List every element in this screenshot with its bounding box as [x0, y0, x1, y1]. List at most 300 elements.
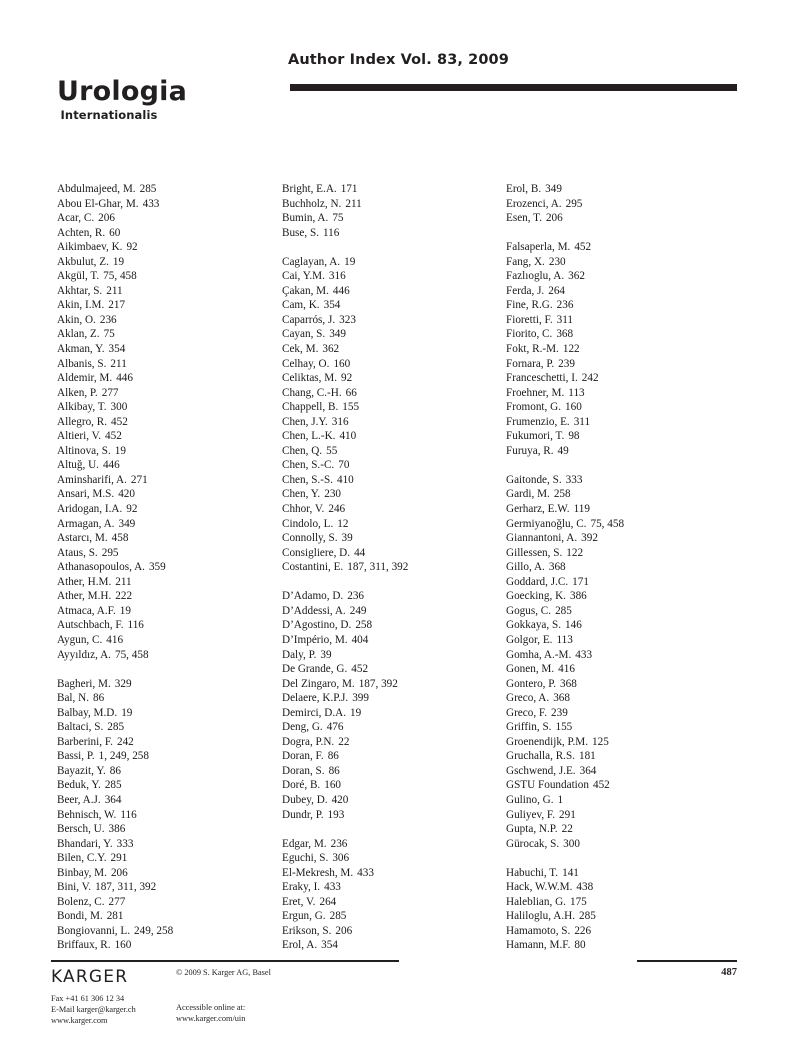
index-entry — [506, 182, 741, 197]
index-entry-name: Edgar, M. — [282, 837, 327, 850]
index-entry — [57, 880, 272, 895]
index-entry-pages: 206 — [110, 866, 128, 879]
index-entry-name: Allegro, R. — [57, 415, 108, 428]
title-rule-divider — [290, 84, 737, 91]
index-entry — [282, 691, 497, 706]
index-letter-gap — [282, 240, 497, 255]
index-entry-pages: 70 — [338, 459, 350, 472]
index-entry — [282, 197, 497, 212]
index-entry — [57, 371, 272, 386]
publisher-logo: KARGER — [51, 967, 129, 987]
index-entry — [506, 313, 741, 328]
index-entry-name: Eguchi, S. — [282, 852, 329, 865]
index-entry-pages: 19 — [350, 706, 362, 719]
index-entry-pages: 246 — [328, 503, 346, 516]
index-entry-pages: 438 — [576, 881, 594, 894]
index-entry-pages: 19 — [112, 255, 125, 268]
index-entry-pages: 39 — [341, 532, 353, 545]
index-entry-name: Bumin, A. — [282, 212, 329, 225]
index-entry-name: Altinova, S. — [57, 444, 111, 457]
index-entry-pages: 222 — [115, 590, 133, 603]
index-entry — [282, 298, 497, 313]
index-entry — [57, 749, 272, 764]
index-entry-pages: 452 — [574, 241, 592, 254]
index-entry-name: Albanis, S. — [57, 357, 107, 370]
publisher-fax: Fax +41 61 306 12 34 — [51, 994, 125, 1003]
index-entry-pages: 285 — [107, 721, 125, 734]
index-entry — [57, 269, 272, 284]
index-entry-name: Chen, S.-C. — [282, 459, 335, 472]
publisher-website[interactable]: www.karger.com — [51, 1016, 108, 1026]
index-entry — [282, 357, 497, 372]
index-entry-name: Dubey, D. — [282, 793, 328, 806]
index-entry-pages: 19 — [121, 706, 133, 719]
index-entry — [506, 575, 741, 590]
index-entry-name: Fine, R.G. — [506, 299, 553, 312]
index-entry-pages: 146 — [565, 619, 582, 632]
index-entry-name: Doran, F. — [282, 750, 324, 763]
page-number: 487 — [721, 967, 737, 978]
index-entry — [282, 735, 497, 750]
index-entry — [506, 357, 741, 372]
index-entry-name: D’Império, M. — [282, 633, 348, 646]
index-entry-name: Chen, L.-K. — [282, 430, 336, 443]
index-entry-pages: 113 — [556, 633, 573, 646]
index-entry — [282, 400, 497, 415]
index-entry-name: Ayyıldız, A. — [57, 648, 111, 661]
index-entry-pages: 446 — [332, 284, 350, 297]
index-entry — [282, 487, 497, 502]
index-entry — [57, 822, 272, 837]
index-entry-name: Chang, C.-H. — [282, 386, 342, 399]
index-entry — [57, 618, 272, 633]
index-entry — [282, 851, 497, 866]
index-entry-name: Cek, M. — [282, 343, 319, 356]
index-entry — [506, 255, 741, 270]
index-entry — [282, 226, 497, 241]
index-letter-gap — [506, 458, 741, 473]
index-entry — [282, 764, 497, 779]
index-entry-name: D’Agostino, D. — [282, 619, 352, 632]
index-entry — [506, 517, 741, 532]
index-entry — [57, 444, 272, 459]
index-entry-name: Achten, R. — [57, 226, 106, 239]
index-entry — [506, 778, 741, 793]
index-entry-name: Bilen, C.Y. — [57, 852, 107, 865]
index-entry — [282, 706, 497, 721]
index-entry-pages: 160 — [114, 939, 132, 952]
index-entry — [506, 589, 741, 604]
index-entry-pages: 230 — [548, 255, 566, 268]
index-entry-name: Alken, P. — [57, 386, 98, 399]
index-entry-pages: 75, 458 — [114, 648, 149, 661]
index-entry-pages: 19 — [119, 604, 131, 617]
index-entry-name: Briffaux, R. — [57, 939, 111, 952]
index-entry-pages: 300 — [110, 401, 128, 414]
index-entry-name: Consigliere, D. — [282, 546, 351, 559]
index-entry-pages: 116 — [120, 808, 137, 821]
index-entry-pages: 392 — [581, 532, 598, 545]
index-entry-pages: 386 — [569, 590, 587, 603]
index-entry-name: Autschbach, F. — [57, 619, 124, 632]
index-entry-pages: 55 — [326, 444, 338, 457]
index-entry — [506, 298, 741, 313]
index-entry-pages: 211 — [106, 284, 123, 297]
index-entry-name: Cindolo, L. — [282, 517, 334, 530]
index-letter-gap — [506, 851, 741, 866]
index-entry-pages: 362 — [322, 343, 340, 356]
index-entry — [57, 473, 272, 488]
index-entry-name: Greco, F. — [506, 706, 548, 719]
index-entry — [506, 633, 741, 648]
index-entry — [282, 604, 497, 619]
index-entry-name: Armagan, A. — [57, 517, 115, 530]
index-entry-name: Gerharz, E.W. — [506, 503, 570, 516]
index-entry — [57, 531, 272, 546]
index-entry — [57, 400, 272, 415]
index-letter-gap — [282, 822, 497, 837]
index-entry-name: Binbay, M. — [57, 866, 107, 879]
index-entry-pages: 187, 311, 392 — [95, 881, 157, 894]
index-entry-pages: 44 — [354, 546, 366, 559]
index-entry — [57, 575, 272, 590]
index-entry-name: Ferda, J. — [506, 284, 545, 297]
index-entry-pages: 75, 458 — [103, 270, 137, 283]
index-entry — [282, 255, 497, 270]
index-entry-pages: 452 — [111, 415, 128, 428]
index-entry-pages: 386 — [108, 823, 126, 836]
index-entry-pages: 368 — [556, 328, 574, 341]
index-entry — [282, 720, 497, 735]
index-entry-name: Altuğ, U. — [57, 459, 99, 472]
index-entry — [506, 371, 741, 386]
index-entry — [506, 909, 741, 924]
index-entry-pages: 92 — [341, 372, 353, 385]
index-entry — [282, 386, 497, 401]
publisher-email[interactable]: E-Mail karger@karger.ch — [51, 1005, 136, 1015]
index-entry — [282, 211, 497, 226]
page-title: Author Index Vol. 83, 2009 — [288, 52, 509, 68]
index-entry-pages: 452 — [592, 779, 610, 792]
index-entry-name: Groenendijk, P.M. — [506, 735, 589, 748]
index-entry-pages: 155 — [342, 401, 360, 414]
index-entry-name: GSTU Foundation — [506, 779, 589, 792]
index-entry — [57, 415, 272, 430]
index-entry-pages: 236 — [556, 299, 574, 312]
index-entry-pages: 187, 311, 392 — [347, 561, 409, 574]
index-entry-pages: 206 — [335, 924, 353, 937]
index-entry-pages: 399 — [352, 692, 369, 705]
index-entry — [282, 284, 497, 299]
index-entry-pages: 1 — [557, 793, 564, 806]
index-entry-pages: 19 — [114, 444, 126, 457]
index-entry-pages: 236 — [330, 837, 348, 850]
index-entry — [57, 648, 272, 663]
index-entry-pages: 295 — [565, 197, 583, 210]
index-entry-name: Fioretti, F. — [506, 313, 553, 326]
index-entry — [282, 531, 497, 546]
index-entry-pages: 452 — [105, 430, 122, 443]
index-entry-name: Dundr, P. — [282, 808, 324, 821]
index-entry-pages: 22 — [338, 735, 350, 748]
index-entry — [57, 502, 272, 517]
index-entry — [282, 662, 497, 677]
index-entry — [57, 182, 272, 197]
index-entry-pages: 236 — [347, 590, 364, 603]
index-entry-name: Barberini, F. — [57, 735, 113, 748]
index-entry — [57, 866, 272, 881]
index-entry-name: Bhandari, Y. — [57, 837, 113, 850]
index-letter-gap — [282, 575, 497, 590]
index-entry-pages: 323 — [339, 313, 356, 326]
index-entry-pages: 349 — [545, 183, 562, 195]
index-entry — [57, 633, 272, 648]
index-entry-pages: 236 — [99, 313, 117, 326]
index-entry — [57, 924, 272, 939]
index-entry-name: Akman, Y. — [57, 343, 105, 356]
index-entry — [282, 618, 497, 633]
index-entry-name: Beer, A.J. — [57, 793, 101, 806]
index-entry-name: Bongiovanni, L. — [57, 924, 131, 937]
index-entry — [282, 938, 497, 953]
index-entry — [282, 371, 497, 386]
index-entry-pages: 86 — [109, 764, 121, 777]
index-entry-pages: 193 — [327, 808, 345, 821]
index-entry-name: Erol, A. — [282, 939, 318, 952]
index-entry-name: Doran, S. — [282, 764, 325, 777]
index-entry-name: Balbay, M.D. — [57, 706, 118, 719]
index-entry-pages: 75, 458 — [590, 517, 625, 530]
index-entry — [506, 386, 741, 401]
index-entry — [506, 735, 741, 750]
index-entry-name: Hack, W.W.M. — [506, 881, 573, 894]
index-entry-pages: 116 — [323, 226, 340, 239]
index-entry-pages: 416 — [106, 633, 124, 646]
index-entry-pages: 306 — [332, 852, 350, 865]
index-entry-name: Buse, S. — [282, 226, 319, 239]
index-entry — [282, 648, 497, 663]
index-entry-pages: 354 — [108, 343, 126, 356]
index-entry-name: Akhtar, S. — [57, 284, 103, 297]
index-entry-name: Cai, Y.M. — [282, 270, 325, 283]
index-entry-name: Gillo, A. — [506, 561, 545, 574]
index-entry-pages: 242 — [581, 372, 599, 385]
index-entry-pages: 354 — [323, 299, 341, 312]
index-entry — [57, 706, 272, 721]
index-entry-name: D’Adamo, D. — [282, 590, 344, 603]
index-entry-name: Bini, V. — [57, 881, 92, 894]
index-entry-pages: 122 — [562, 343, 580, 356]
index-entry-pages: 211 — [115, 575, 132, 588]
index-entry-pages: 12 — [337, 517, 349, 530]
index-entry-name: Gonen, M. — [506, 663, 555, 676]
journal-masthead — [57, 78, 257, 122]
index-entry-name: Erol, B. — [506, 183, 542, 195]
index-entry-name: Celiktas, M. — [282, 372, 338, 385]
index-entry-pages: 359 — [148, 561, 166, 574]
index-entry-name: Connolly, S. — [282, 532, 338, 545]
index-entry-name: Chhor, V. — [282, 503, 325, 516]
index-entry-pages: 66 — [345, 386, 357, 399]
index-entry-pages: 410 — [339, 430, 357, 443]
index-entry — [282, 778, 497, 793]
index-entry-name: Chen, Y. — [282, 488, 321, 501]
index-entry-name: Haliloglu, A.H. — [506, 910, 575, 923]
index-entry-pages: 217 — [108, 299, 126, 312]
index-entry-pages: 119 — [573, 503, 590, 516]
index-entry — [506, 444, 741, 459]
index-entry-name: Gontero, P. — [506, 677, 557, 690]
index-entry — [57, 211, 272, 226]
index-entry — [506, 895, 741, 910]
index-entry-pages: 349 — [329, 328, 346, 341]
index-entry — [282, 924, 497, 939]
index-entry-name: Atmaca, A.F. — [57, 604, 116, 617]
index-entry-pages: 433 — [142, 197, 160, 210]
index-entry-pages: 446 — [102, 459, 120, 472]
index-entry-pages: 264 — [548, 284, 565, 297]
index-entry — [57, 313, 272, 328]
index-entry-pages: 458 — [111, 532, 129, 545]
index-entry-pages: 258 — [355, 619, 373, 632]
index-entry-pages: 404 — [351, 633, 369, 646]
index-entry-name: Chen, S.-S. — [282, 473, 333, 486]
index-entry-pages: 211 — [345, 197, 362, 210]
index-entry — [282, 415, 497, 430]
index-entry — [506, 415, 741, 430]
index-entry-pages: 277 — [108, 895, 126, 908]
index-entry-pages: 187, 392 — [358, 677, 398, 690]
index-entry-name: Germiyanoğlu, C. — [506, 517, 587, 530]
index-entry-name: Akbulut, Z. — [57, 255, 109, 268]
index-entry-pages: 86 — [327, 750, 339, 763]
index-entry-pages: 211 — [110, 357, 127, 370]
index-entry-pages: 291 — [110, 852, 128, 865]
index-entry-pages: 86 — [328, 764, 340, 777]
index-entry-pages: 277 — [101, 386, 119, 399]
index-entry — [506, 560, 741, 575]
index-entry-name: Frumenzio, E. — [506, 415, 570, 428]
index-entry-name: Gillessen, S. — [506, 546, 563, 559]
index-entry-pages: 354 — [321, 939, 338, 952]
index-entry — [282, 269, 497, 284]
index-entry — [282, 560, 497, 575]
index-entry-pages: 155 — [555, 721, 573, 734]
index-entry — [57, 793, 272, 808]
index-entry-pages: 452 — [351, 663, 369, 676]
index-entry — [506, 691, 741, 706]
index-entry-pages: 239 — [558, 357, 575, 370]
index-entry-pages: 80 — [574, 939, 586, 952]
index-entry — [282, 313, 497, 328]
index-entry — [506, 720, 741, 735]
index-entry-name: Franceschetti, I. — [506, 372, 578, 385]
index-entry — [57, 284, 272, 299]
online-access-url[interactable]: www.karger.com/uin — [176, 1014, 246, 1024]
index-entry-name: Cayan, S. — [282, 328, 326, 341]
index-entry-pages: 285 — [579, 910, 596, 923]
index-entry — [57, 691, 272, 706]
index-entry-name: Akin, I.M. — [57, 299, 105, 312]
index-entry-name: Giannantoni, A. — [506, 532, 578, 545]
index-entry-pages: 281 — [106, 910, 124, 923]
index-entry — [282, 502, 497, 517]
index-entry — [57, 909, 272, 924]
index-entry — [506, 546, 741, 561]
index-entry-pages: 368 — [553, 692, 570, 705]
index-entry-pages: 75 — [332, 212, 344, 225]
index-entry-pages: 316 — [331, 415, 349, 428]
index-entry — [282, 327, 497, 342]
index-column-3 — [506, 182, 741, 953]
index-entry-name: Ataus, S. — [57, 546, 98, 559]
index-entry — [282, 473, 497, 488]
index-entry-name: Erozenci, A. — [506, 197, 562, 210]
index-entry-name: Aklan, Z. — [57, 328, 100, 341]
index-entry-pages: 160 — [333, 357, 351, 370]
index-entry — [506, 924, 741, 939]
index-column-2 — [282, 182, 497, 953]
index-entry-name: Chen, J.Y. — [282, 415, 328, 428]
index-entry — [282, 909, 497, 924]
index-entry — [282, 749, 497, 764]
index-entry-pages: 86 — [93, 692, 105, 705]
index-entry — [57, 837, 272, 852]
index-entry-pages: 368 — [560, 677, 577, 690]
journal-subtitle: Internationalis — [60, 108, 158, 122]
index-entry-pages: 433 — [324, 881, 341, 894]
index-entry-pages: 22 — [561, 823, 573, 836]
index-entry-pages: 160 — [565, 401, 582, 414]
index-entry-name: Gruchalla, R.S. — [506, 750, 575, 763]
index-entry-name: Altieri, V. — [57, 430, 102, 443]
index-entry — [57, 357, 272, 372]
index-entry-name: Gomha, A.-M. — [506, 648, 572, 661]
index-entry — [506, 531, 741, 546]
index-entry-name: Eraky, I. — [282, 881, 321, 894]
index-entry — [506, 648, 741, 663]
index-entry-name: Falsaperla, M. — [506, 241, 571, 254]
index-entry — [57, 240, 272, 255]
index-entry-name: Guliyev, F. — [506, 808, 556, 821]
index-entry — [506, 604, 741, 619]
index-entry — [506, 502, 741, 517]
index-entry-name: Bassi, P. — [57, 750, 95, 763]
index-entry-pages: 60 — [109, 226, 121, 239]
index-entry — [282, 444, 497, 459]
index-entry — [57, 808, 272, 823]
index-entry-name: Abou El-Ghar, M. — [57, 197, 139, 210]
index-entry — [282, 458, 497, 473]
index-letter-gap — [506, 226, 741, 241]
index-entry-pages: 311 — [556, 313, 574, 326]
index-entry — [282, 429, 497, 444]
index-entry — [506, 197, 741, 212]
index-entry-name: De Grande, G. — [282, 663, 348, 676]
index-entry-pages: 125 — [592, 735, 609, 748]
index-column-1 — [57, 182, 272, 953]
index-entry-name: Aridogan, I.A. — [57, 503, 123, 516]
publisher-contact — [51, 993, 136, 1027]
index-letter-gap — [57, 662, 272, 677]
index-entry-name: Erikson, S. — [282, 924, 332, 937]
index-entry-pages: 226 — [574, 924, 592, 937]
index-entry — [57, 677, 272, 692]
index-entry-name: Habuchi, T. — [506, 866, 559, 879]
index-entry — [57, 429, 272, 444]
index-entry — [282, 342, 497, 357]
index-entry — [282, 880, 497, 895]
